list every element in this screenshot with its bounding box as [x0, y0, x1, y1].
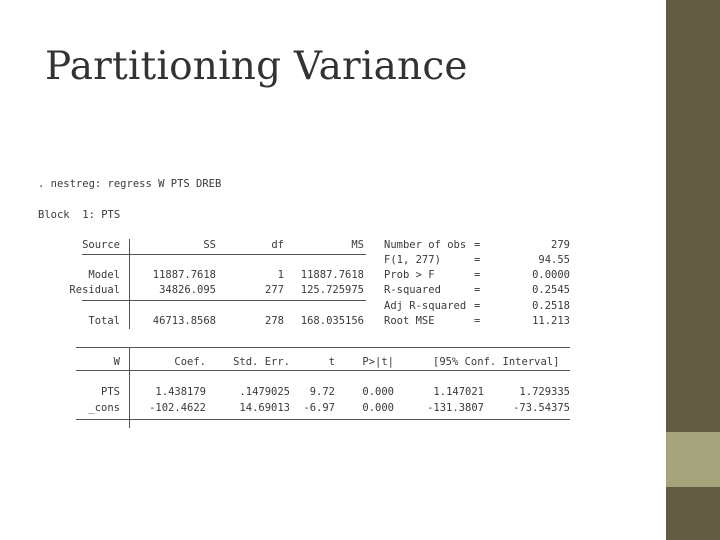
anova-header-ss: SS [203, 239, 216, 251]
stat-equals: = [474, 254, 481, 266]
coef-separator [129, 347, 130, 428]
coef-row-ci-high: -73.54375 [513, 402, 570, 414]
stat-label: Prob > F [384, 269, 435, 281]
coef-header-t: t [328, 356, 335, 368]
coef-row-p: 0.000 [362, 402, 394, 414]
anova-row-ss: 34826.095 [159, 284, 216, 296]
anova-header-source: Source [82, 239, 120, 251]
anova-row-ss: 11887.7618 [152, 269, 216, 281]
anova-row-ss: 46713.8568 [152, 315, 216, 327]
anova-row-df: 278 [265, 315, 284, 327]
coef-top-rule [76, 347, 570, 348]
stat-equals: = [474, 269, 481, 281]
coef-depvar: W [113, 356, 120, 368]
stat-equals: = [474, 239, 481, 251]
coef-row-name: PTS [101, 386, 120, 398]
sidebar-accent-block [666, 432, 720, 487]
stat-value: 0.0000 [532, 269, 570, 281]
block-label: Block 1: PTS [38, 209, 121, 221]
anova-header-df: df [271, 239, 284, 251]
coef-row-se: 14.69013 [239, 402, 290, 414]
coef-row-ci-high: 1.729335 [519, 386, 570, 398]
coef-header-se: Std. Err. [233, 356, 290, 368]
stat-value: 11.213 [532, 315, 570, 327]
stat-value: 0.2518 [532, 300, 570, 312]
stat-label: R-squared [384, 284, 441, 296]
stat-label: Number of obs [384, 239, 467, 251]
stat-value: 279 [551, 239, 570, 251]
coef-row-t: 9.72 [309, 386, 335, 398]
coef-header-coef: Coef. [174, 356, 206, 368]
coef-row-coef: -102.4622 [149, 402, 206, 414]
stat-label: Adj R-squared [384, 300, 467, 312]
anova-row-source: Model [88, 269, 120, 281]
anova-row-ms: 125.725975 [300, 284, 364, 296]
coef-row-name: _cons [88, 402, 120, 414]
anova-row-df: 277 [265, 284, 284, 296]
coef-row-ci-low: 1.147021 [433, 386, 484, 398]
anova-total-rule [82, 300, 366, 301]
stat-value: 94.55 [538, 254, 570, 266]
stat-label: F(1, 277) [384, 254, 441, 266]
coef-header-rule [76, 370, 570, 371]
stat-label: Root MSE [384, 315, 435, 327]
stat-equals: = [474, 284, 481, 296]
stat-value: 0.2545 [532, 284, 570, 296]
coef-bottom-rule [76, 419, 570, 420]
anova-row-source: Total [88, 315, 120, 327]
anova-header-rule [82, 254, 366, 255]
anova-row-df: 1 [277, 269, 284, 281]
coef-row-p: 0.000 [362, 386, 394, 398]
anova-row-ms: 11887.7618 [300, 269, 364, 281]
anova-row-ms: 168.035156 [300, 315, 364, 327]
stata-output [38, 176, 598, 438]
command-line: . nestreg: regress W PTS DREB [38, 178, 222, 190]
anova-separator [129, 239, 130, 329]
coef-header-ci: [95% Conf. Interval] [433, 356, 560, 368]
coef-row-se: .1479025 [239, 386, 290, 398]
coef-row-coef: 1.438179 [155, 386, 206, 398]
coef-row-t: -6.97 [303, 402, 335, 414]
coef-header-p: P>|t| [362, 356, 394, 368]
coef-row-ci-low: -131.3807 [427, 402, 484, 414]
stat-equals: = [474, 315, 481, 327]
slide-title: Partitioning Variance [45, 44, 468, 89]
anova-row-source: Residual [69, 284, 120, 296]
stat-equals: = [474, 300, 481, 312]
anova-header-ms: MS [351, 239, 364, 251]
